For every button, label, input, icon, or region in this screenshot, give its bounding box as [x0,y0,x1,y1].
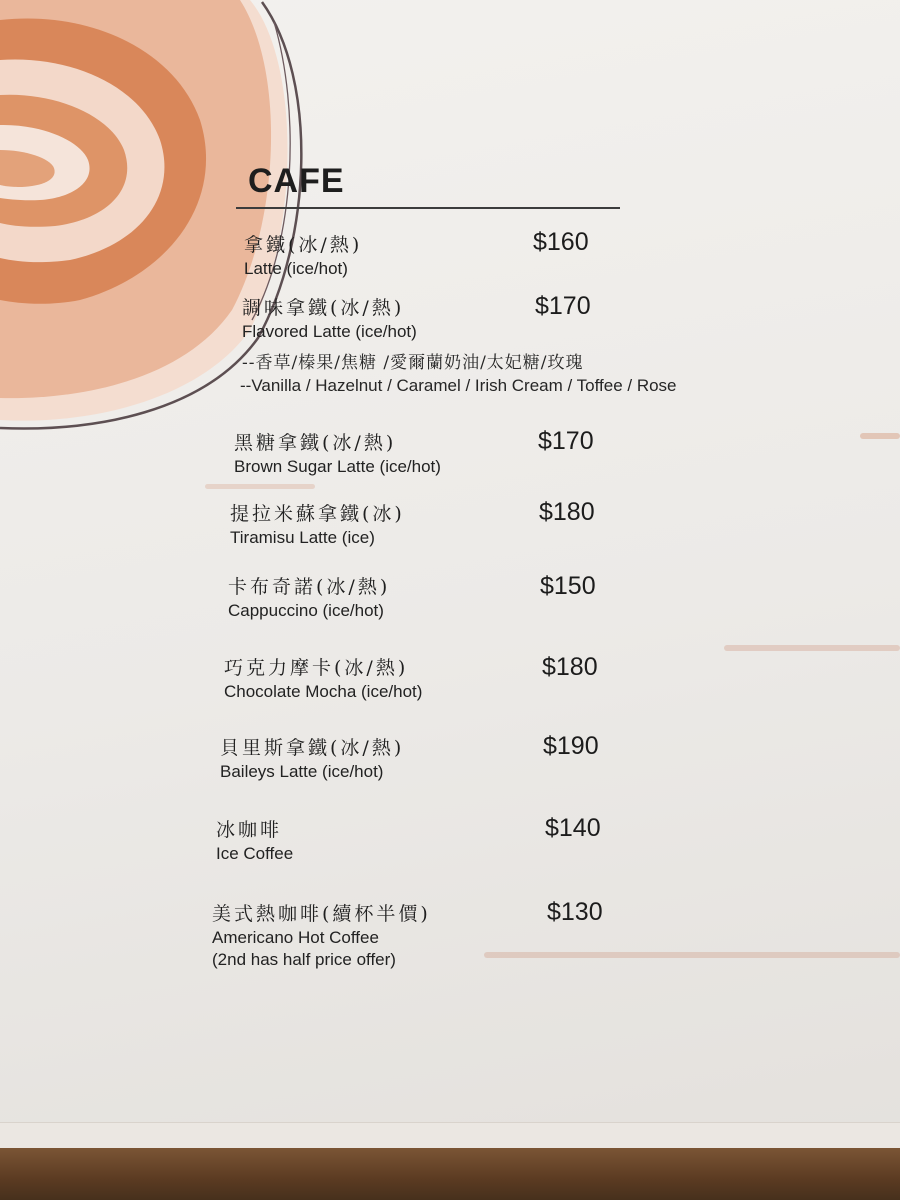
item-name-zh: 巧克力摩卡(冰/熱) [224,657,409,679]
title-divider [236,207,620,209]
item-price: $190 [543,732,599,760]
menu-item-flavored-latte [242,293,417,342]
item-price: $140 [545,814,601,842]
flavor-options-zh: --香草/榛果/焦糖 /愛爾蘭奶油/太妃糖/玫瑰 [242,353,584,373]
item-name-zh: 調味拿鐵(冰/熱) [242,297,405,319]
item-price: $150 [540,572,596,600]
item-name-en: Latte (ice/hot) [244,259,348,278]
item-name-zh: 冰咖啡 [216,819,283,841]
item-name-en: Tiramisu Latte (ice) [230,528,375,547]
item-name-en: Cappuccino (ice/hot) [228,601,384,620]
item-name-zh: 提拉米蘇拿鐵(冰) [230,503,405,525]
item-name-zh: 黑糖拿鐵(冰/熱) [234,432,397,454]
item-name-zh: 卡布奇諾(冰/熱) [228,576,391,598]
menu-item-chocolate-mocha [224,653,422,702]
flavor-options-en: --Vanilla / Hazelnut / Caramel / Irish Cream / Toffee / Rose [240,376,677,395]
menu-item-tiramisu-latte [230,499,405,548]
paper-bottom-edge [0,1122,900,1151]
item-price: $130 [547,898,603,926]
menu-item-brown-sugar-latte [234,428,441,477]
menu-item-americano [212,899,431,970]
item-name-en: Flavored Latte (ice/hot) [242,322,417,341]
wooden-table [0,1148,900,1200]
item-name-en: Americano Hot Coffee [212,928,379,947]
item-name-en: Chocolate Mocha (ice/hot) [224,682,423,701]
section-title: CAFE [248,162,345,200]
item-name-zh: 貝里斯拿鐵(冰/熱) [220,737,405,759]
item-price: $170 [538,427,594,455]
menu-item-ice-coffee [216,815,293,864]
item-name-en: Baileys Latte (ice/hot) [220,762,384,781]
item-name-zh: 美式熱咖啡(續杯半價) [212,903,431,925]
item-price: $180 [539,498,595,526]
item-price: $180 [542,653,598,681]
item-name-en: Ice Coffee [216,844,294,863]
menu-item-latte [244,230,362,279]
item-name-en: Brown Sugar Latte (ice/hot) [234,457,441,476]
item-name-zh: 拿鐵(冰/熱) [244,234,363,256]
menu-item-cappuccino [228,572,390,621]
menu-item-baileys-latte [220,733,404,782]
item-price: $170 [535,292,591,320]
item-price: $160 [533,228,589,256]
item-note-en: (2nd has half price offer) [212,950,396,969]
